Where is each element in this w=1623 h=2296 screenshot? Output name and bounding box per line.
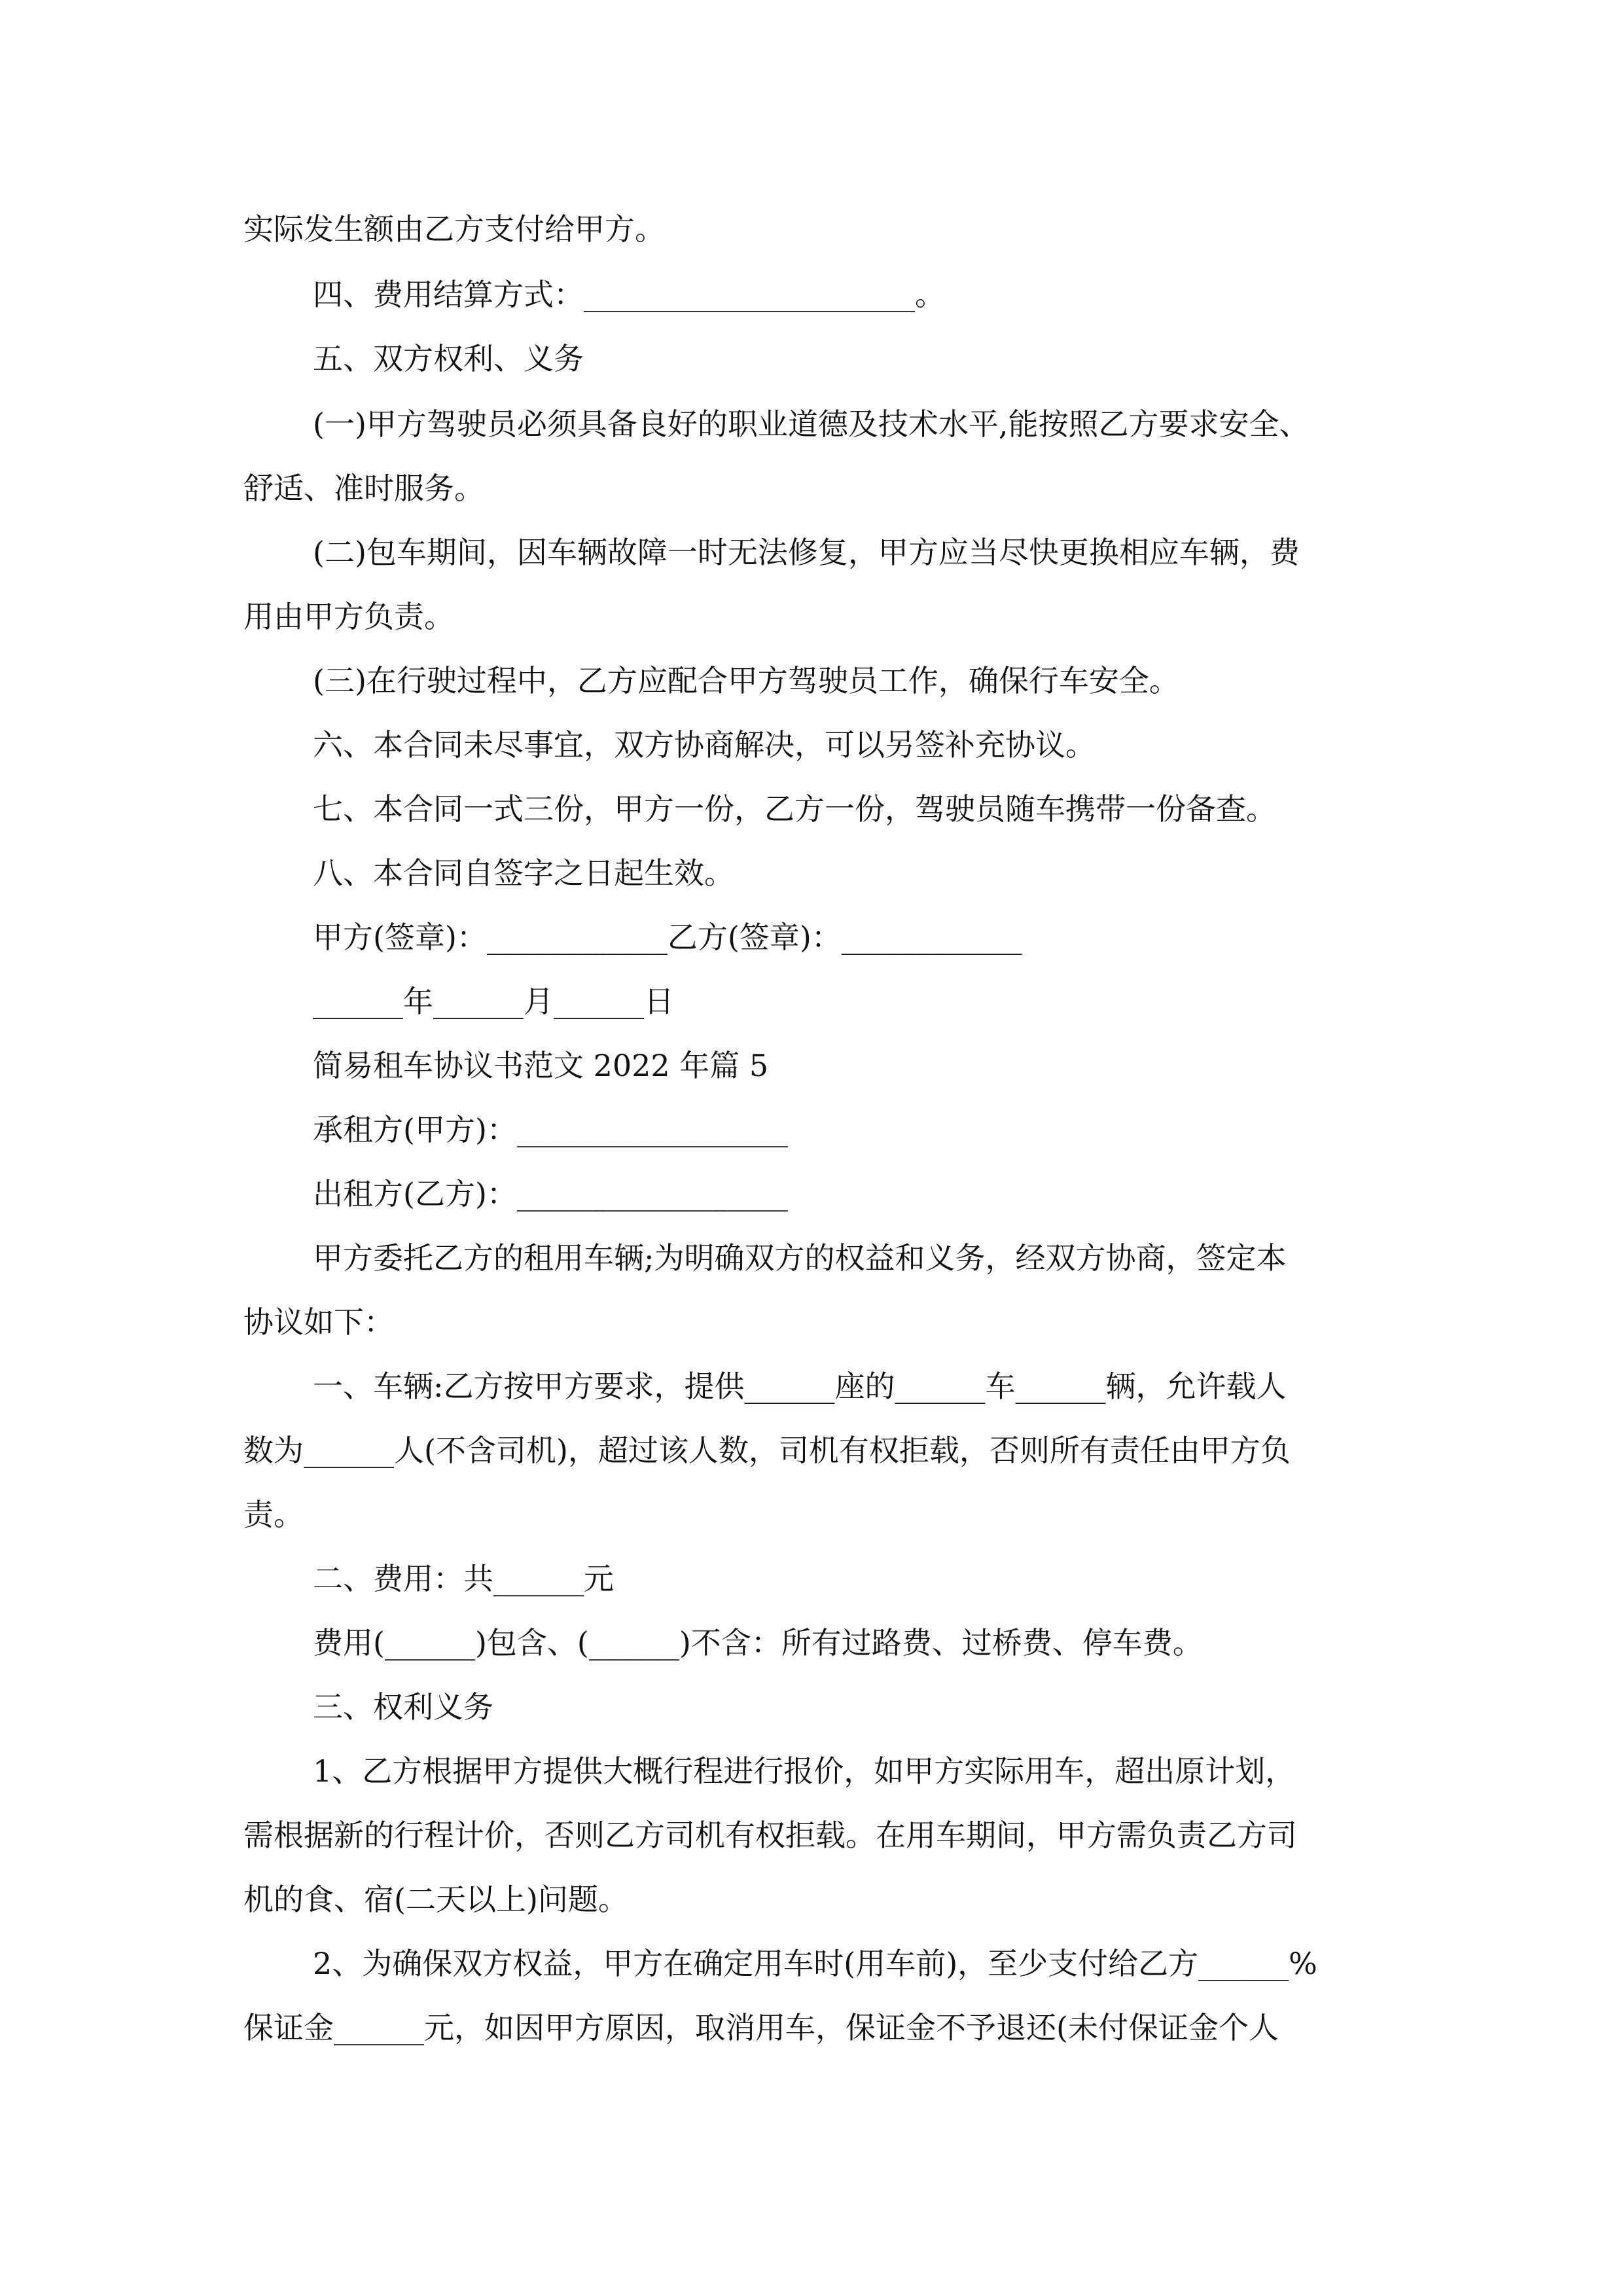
paragraph-line: 费用(______)包含、(______)不含：所有过路费、过桥费、停车费。 — [313, 1625, 1203, 1660]
paragraph-line: (二)包车期间，因车辆故障一时无法修复，甲方应当尽快更换相应车辆，费 — [313, 535, 1300, 570]
lessor-line: 出租方(乙方)：__________________ — [313, 1176, 788, 1211]
signature-line: 甲方(签章)：____________乙方(签章)：____________ — [313, 920, 1022, 955]
paragraph-line: 实际发生额由乙方支付给甲方。 — [243, 211, 665, 247]
paragraph-line: 舒适、准时服务。 — [243, 471, 484, 506]
paragraph-line: 八、本合同自签字之日起生效。 — [313, 855, 734, 891]
paragraph-line: 用由甲方负责。 — [243, 599, 454, 634]
lessee-line: 承租方(甲方)：__________________ — [313, 1112, 788, 1147]
paragraph-line: 保证金______元，如因甲方原因，取消用车，保证金不予退还(未付保证金个人 — [243, 2010, 1279, 2045]
section-title: 简易租车协议书范文 2022 年篇 5 — [313, 1048, 769, 1083]
paragraph-line: 六、本合同未尽事宜，双方协商解决，可以另签补充协议。 — [313, 727, 1096, 762]
payment-method-line: 四、费用结算方式：______________________。 — [313, 277, 945, 312]
paragraph-line: 1、乙方根据甲方提供大概行程进行报价，如甲方实际用车，超出原计划， — [313, 1753, 1296, 1789]
paragraph-line: 协议如下： — [243, 1304, 394, 1340]
paragraph-line: 甲方委托乙方的租用车辆;为明确双方的权益和义务，经双方协商，签定本 — [313, 1240, 1287, 1276]
paragraph-line: 七、本合同一式三份，甲方一份，乙方一份，驾驶员随车携带一份备查。 — [313, 791, 1276, 827]
section-heading: 三、权利义务 — [313, 1689, 493, 1725]
paragraph-line: 二、费用：共______元 — [313, 1561, 614, 1596]
paragraph-line: 2、为确保双方权益，甲方在确定用车时(用车前)，至少支付给乙方______% — [313, 1946, 1317, 1981]
section-heading: 五、双方权利、义务 — [313, 341, 584, 376]
paragraph-line: 机的食、宿(二天以上)问题。 — [243, 1882, 628, 1917]
paragraph-line: 一、车辆:乙方按甲方要求，提供______座的______车______辆，允许载人 — [313, 1369, 1287, 1404]
paragraph-line: (三)在行驶过程中，乙方应配合甲方驾驶员工作，确保行车安全。 — [313, 663, 1179, 698]
paragraph-line: 需根据新的行程计价，否则乙方司机有权拒载。在用车期间，甲方需负责乙方司 — [243, 1818, 1297, 1853]
paragraph-line: 责。 — [243, 1497, 304, 1532]
paragraph-line: 数为______人(不含司机)，超过该人数，司机有权拒载，否则所有责任由甲方负 — [243, 1433, 1291, 1468]
date-line: ______年______月______日 — [313, 984, 674, 1019]
paragraph-line: (一)甲方驾驶员必须具备良好的职业道德及技术水平,能按照乙方要求安全、 — [313, 406, 1310, 442]
